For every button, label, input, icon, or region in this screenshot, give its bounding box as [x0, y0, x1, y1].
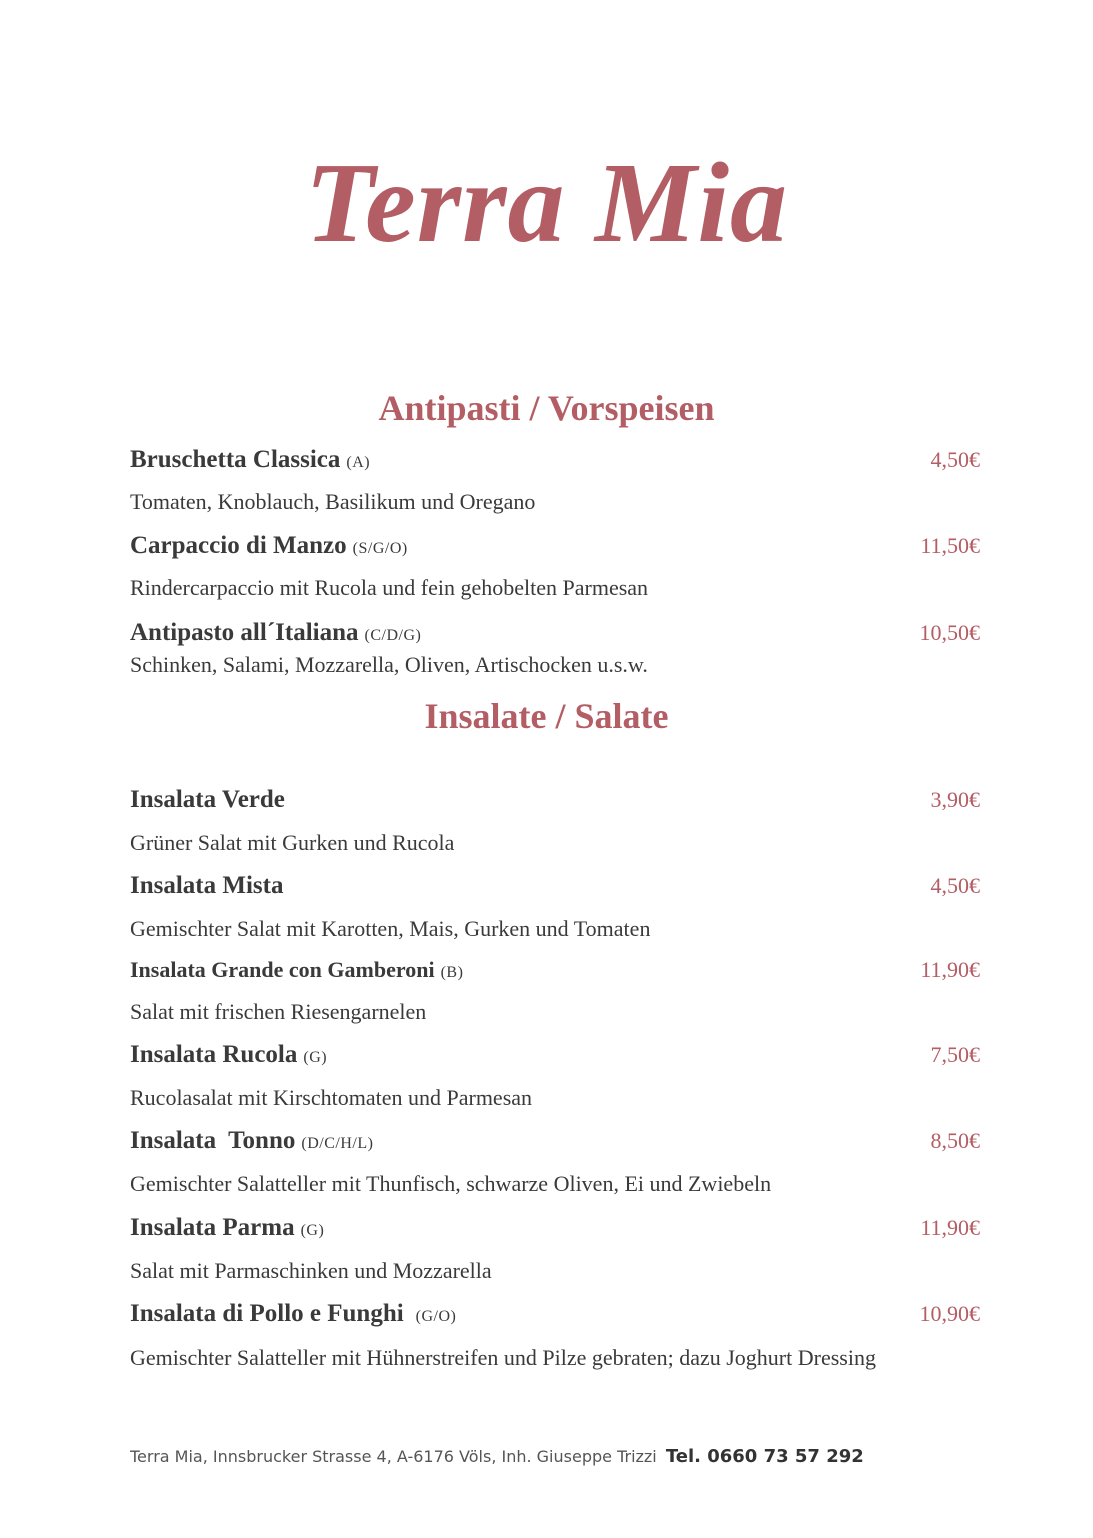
footer-address: Terra Mia, Innsbrucker Strasse 4, A-6176 Völs, Inh. Giuseppe Trizzi [130, 1447, 657, 1466]
section-heading-antipasti: Antipasti / Vorspeisen [378, 388, 715, 428]
menu-item-insalata-parma [130, 1213, 980, 1243]
item-allergens: (B) [440, 964, 464, 981]
item-description: Gemischter Salat mit Karotten, Mais, Gurken und Tomaten [130, 916, 651, 941]
item-price: 3,90€ [930, 787, 980, 812]
item-name: Insalata di Pollo e Funghi [130, 1300, 404, 1327]
item-description: Tomaten, Knoblauch, Basilikum und Oregano [130, 489, 536, 514]
item-allergens: (G) [303, 1049, 328, 1066]
item-allergens: (D/C/H/L) [301, 1135, 374, 1152]
item-description: Schinken, Salami, Mozzarella, Oliven, Artischocken u.s.w. [130, 652, 648, 677]
item-price: 10,50€ [919, 620, 980, 645]
menu-item-carpaccio-di-manzo [130, 531, 980, 561]
menu-item-insalata-rucola [130, 1040, 980, 1070]
item-price: 4,50€ [930, 447, 980, 472]
item-allergens: (C/D/G) [364, 627, 422, 644]
menu-item-insalata-di-pollo-e-funghi [130, 1299, 980, 1329]
footer [130, 1444, 980, 1470]
item-description: Salat mit Parmaschinken und Mozzarella [130, 1258, 492, 1283]
item-allergens: (A) [346, 454, 371, 471]
item-name: Antipasto all´Italiana [130, 619, 359, 646]
item-price: 11,90€ [920, 957, 980, 982]
item-description: Gemischter Salatteller mit Hühnerstreifen und Pilze gebraten; dazu Joghurt Dressing [130, 1345, 876, 1370]
item-description: Rucolasalat mit Kirschtomaten und Parmesan [130, 1085, 533, 1110]
item-name: Bruschetta Classica [130, 446, 341, 473]
item-price: 4,50€ [930, 873, 980, 898]
item-price: 11,90€ [920, 1215, 980, 1240]
item-allergens: (G/O) [415, 1308, 457, 1325]
item-price: 7,50€ [930, 1042, 980, 1067]
page-title: Terra Mia [304, 139, 789, 266]
item-price: 10,90€ [919, 1301, 980, 1326]
menu-item-insalata-grande-con-gamberoni [130, 955, 980, 985]
item-price: 11,50€ [920, 533, 980, 558]
item-name: Insalata Grande con Gamberoni [130, 957, 435, 982]
footer-telephone: Tel. 0660 73 57 292 [665, 1446, 864, 1467]
item-name: Insalata Tonno [130, 1127, 296, 1154]
section-heading-insalate: Insalate / Salate [424, 696, 669, 736]
menu-item-bruschetta-classica [130, 445, 980, 475]
item-description: Gemischter Salatteller mit Thunfisch, schwarze Oliven, Ei und Zwiebeln [130, 1171, 772, 1196]
item-name: Carpaccio di Manzo [130, 532, 347, 559]
item-name: Insalata Rucola [130, 1041, 298, 1068]
menu-item-insalata-verde [130, 785, 980, 815]
item-name: Insalata Mista [130, 872, 284, 899]
item-description: Salat mit frischen Riesengarnelen [130, 999, 427, 1024]
item-description: Rindercarpaccio mit Rucola und fein gehobelten Parmesan [130, 575, 649, 600]
menu-item-insalata-tonno [130, 1126, 980, 1156]
menu-item-antipasto-allitaliana [130, 618, 980, 648]
menu-item-insalata-mista [130, 871, 980, 901]
item-allergens: (G) [300, 1222, 325, 1239]
item-name: Insalata Verde [130, 786, 285, 813]
item-allergens: (S/G/O) [352, 540, 408, 557]
item-name: Insalata Parma [130, 1214, 295, 1241]
item-description: Grüner Salat mit Gurken und Rucola [130, 830, 455, 855]
item-price: 8,50€ [930, 1128, 980, 1153]
